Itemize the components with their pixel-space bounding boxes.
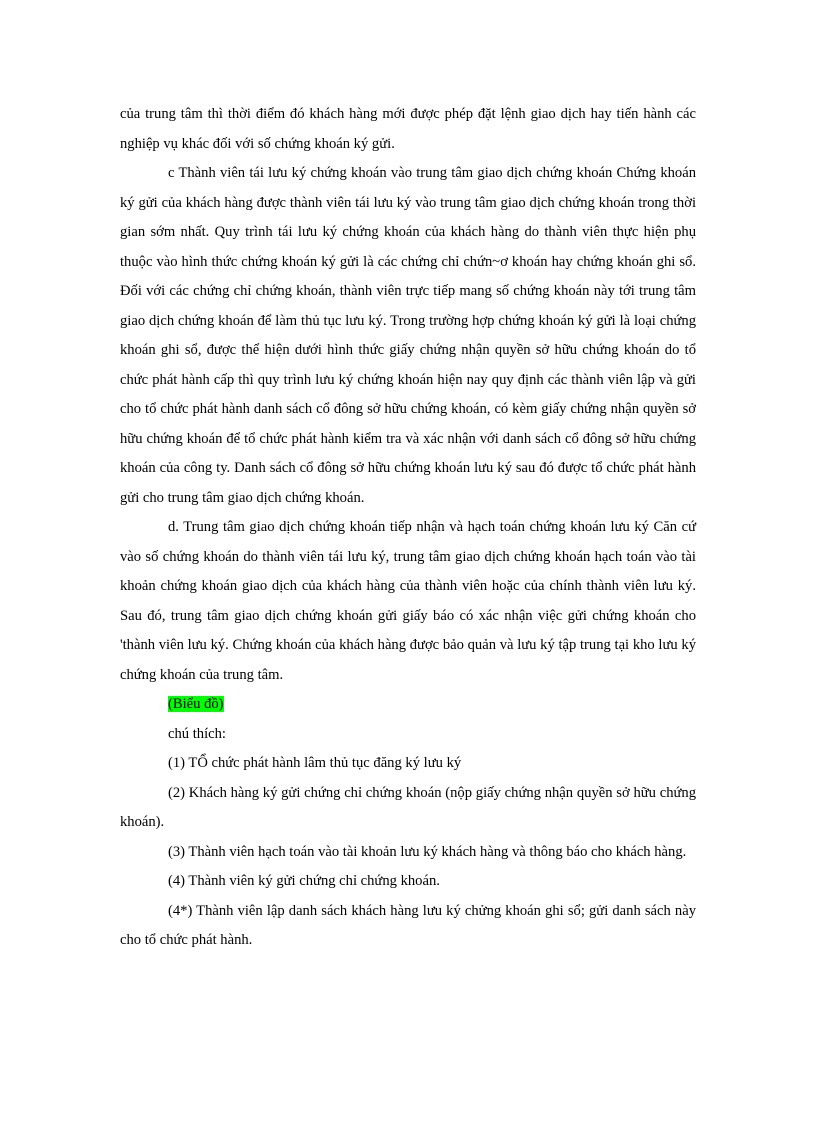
notes-heading: chú thích: (168, 725, 226, 742)
chart-placeholder: (Biểu đồ) (168, 696, 224, 712)
paragraph-section-c: c Thành viên tái lưu ký chứng khoán vào trung tâm giao dịch chứng khoán Chứng khoán ký gửi của khách hàng được thành viên tái lưu ký vào trung tâm giao dịch chứng khoán trong thời gian sớm nhất. Quy trình tái lưu ký chứng khoán của khách hàng do thành viên thực hiện phụ thuộc vào hình thức chứng khoán ký gửi là các chứng chỉ chứn~ơ khoán hay chứng khoán ghi sổ. Đối với các chứng chỉ chứng khoán, thành viên trực tiếp mang số chứng khoán này tới trung tâm giao dịch chứng khoán để làm thủ tục lưu ký. Trong trường hợp chứng khoán ký gửi là loại chứng khoán ghi sổ, được thể hiện dưới hình thức giấy chứng nhận quyền sở hữu chứng khoán do tổ chức phát hành cấp thì quy trình lưu ký chứng khoán hiện nay quy định các thành viên lập và gửi cho tổ chức phát hành danh sách cổ đông sở hữu chứng khoán, có kèm giấy chứng nhận quyền sở hữu chứng khoán để tổ chức phát hành kiểm tra và xác nhận với danh sách cổ đông sở hữu chứng khoán của công ty. Danh sách cổ đông sở hữu chứng khoán lưu ký sau đó được tổ chức phát hành gửi cho trung tâm giao dịch chứng khoán. (120, 165, 696, 506)
paragraph-section-d: d. Trung tâm giao dịch chứng khoán tiếp nhận và hạch toán chứng khoán lưu ký Căn cứ vào số chứng khoán do thành viên tái lưu ký, trung tâm giao dịch chứng khoán hạch toán vào tài khoản chứng khoán giao dịch của khách hàng của thành viên hoặc của chính thành viên lưu ký. Sau đó, trung tâm giao dịch chứng khoán gửi giấy báo có xác nhận việc gửi chứng khoán cho 'thành viên lưu ký. Chứng khoán của khách hàng được bảo quản và lưu ký tập trung tại kho lưu ký chứng khoán của trung tâm. (120, 519, 696, 683)
note-2: (2) Khách hàng ký gửi chứng chỉ chứng khoán (nộp giấy chứng nhận quyền sở hữu chứng khoán). (120, 784, 696, 830)
note-3: (3) Thành viên hạch toán vào tài khoản lưu ký khách hàng và thông báo cho khách hàng. (168, 843, 687, 860)
note-4: (4) Thành viên ký gửi chứng chỉ chứng khoán. (168, 873, 440, 889)
note-4-star: (4*) Thành viên lập danh sách khách hàng lưu ký chửng khoán ghi sổ; gửi danh sách này cho tổ chức phát hành. (120, 902, 696, 948)
paragraph-continuation: của trung tâm thì thời điểm đó khách hàng mới được phép đặt lệnh giao dịch hay tiến hành các nghiệp vụ khác đối với số chứng khoán ký gửi. (120, 106, 696, 152)
note-1: (1) TỔ chức phát hành lâm thủ tục đăng ký lưu ký (168, 755, 462, 771)
document-page (120, 100, 696, 956)
chart-placeholder-line (120, 690, 696, 720)
